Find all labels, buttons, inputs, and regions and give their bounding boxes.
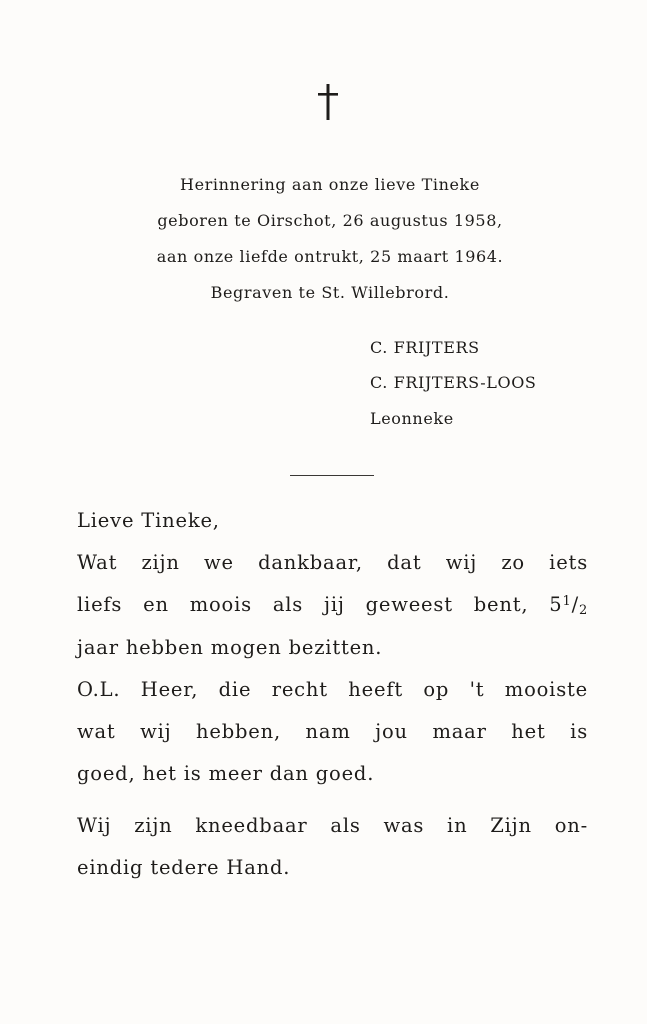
body-line: Wij zijn kneedbaar als was in Zijn on- — [77, 814, 588, 837]
cross-icon — [314, 82, 342, 122]
burial-line: Begraven te St. Willebrord. — [210, 283, 450, 302]
body-line: O.L. Heer, die recht heeft op 't mooiste — [77, 678, 588, 701]
fraction: $5^1/_2$ — [549, 593, 589, 618]
signature-sister: Leonneke — [370, 409, 454, 428]
death-line: aan onze liefde ontrukt, 25 maart 1964. — [156, 247, 504, 266]
memorial-line: Herinnering aan onze lieve Tineke — [180, 175, 480, 194]
body-line — [77, 593, 588, 618]
signature-mother: C. FRIJTERS-LOOS — [370, 373, 537, 392]
body-line: Wat zijn we dankbaar, dat wij zo iets — [77, 551, 588, 574]
body-line: goed, het is meer dan goed. — [77, 762, 375, 785]
birth-line: geboren te Oirschot, 26 augustus 1958, — [157, 211, 503, 230]
body-line: wat wij hebben, nam jou maar het is — [77, 720, 588, 743]
divider — [290, 475, 374, 476]
signature-father: C. FRIJTERS — [370, 338, 480, 357]
body-line-text: liefs en moois als jij geweest bent, — [77, 593, 529, 616]
greeting: Lieve Tineke, — [77, 509, 220, 532]
body-line: jaar hebben mogen bezitten. — [77, 636, 383, 659]
body-line: eindig tedere Hand. — [77, 856, 291, 879]
